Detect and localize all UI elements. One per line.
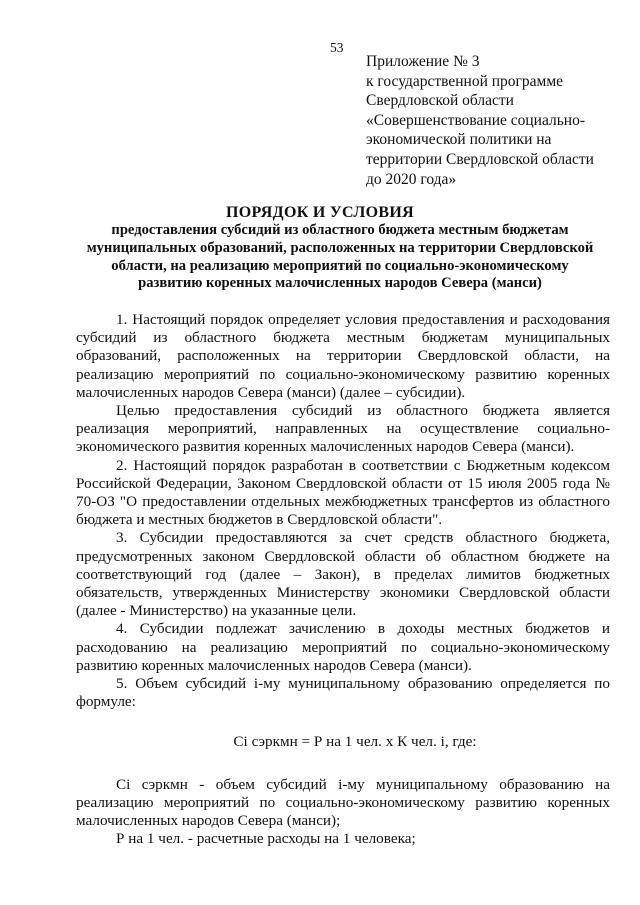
appendix-line: к государственной программе xyxy=(366,72,564,90)
appendix-line: территории Свердловской области xyxy=(366,150,594,168)
page-number: 53 xyxy=(330,40,344,55)
appendix-line: Свердловской области xyxy=(366,92,514,110)
subtitle-line: муниципальных образований, расположенных на территории Свердловской xyxy=(86,239,594,256)
paragraph-4: 4. Субсидии подлежат зачислению в доходы местных бюджетов и расходованию на реализацию мероприятий по социально-экономическому развитию коренных малочисленных народов Севера (манси). xyxy=(76,620,610,674)
paragraph-5: 5. Объем субсидий i-му муниципальному образованию определяется по формуле: xyxy=(76,675,610,711)
appendix-line: «Совершенствование социально- xyxy=(366,111,586,129)
appendix-line: Приложение № 3 xyxy=(366,53,480,70)
subtitle-line: области, на реализацию мероприятий по социально-экономическому xyxy=(111,257,569,274)
appendix-note xyxy=(366,52,616,189)
document-subtitle xyxy=(60,222,620,293)
definition-ci: Ci сэркмн - объем субсидий i-му муниципальному образованию на реализацию мероприятий по социально-экономическому развитию коренных малочисленных народов Севера (манси); xyxy=(76,775,610,830)
subtitle-line: развитию коренных малочисленных народов Севера (манси) xyxy=(138,275,542,292)
paragraph-3: 3. Субсидии предоставляются за счет средств областного бюджета, предусмотренных законом Свердловской области об областном бюджете на соответствующий год (далее – Закон), в пределах лимитов бюджетных обязательств, утвержденных Министерству экономики Свердловской области (далее - Министерство) на указанные цели. xyxy=(76,529,610,620)
paragraph-2: 2. Настоящий порядок разработан в соответствии с Бюджетным кодексом Российской Федерации, Законом Свердловской области от 15 июля 2005 года № 70-ОЗ "О предоставлении отдельных межбюджетных трансфертов из областного бюджета и местных бюджетов в Свердловской области". xyxy=(76,456,610,529)
appendix-line: до 2020 года» xyxy=(366,170,457,188)
definition-rate: Р на 1 чел. - расчетные расходы на 1 человека; xyxy=(116,830,416,848)
document-body xyxy=(76,311,610,848)
subtitle-line: предоставления субсидий из областного бюджета местным бюджетам xyxy=(111,222,569,238)
appendix-line: экономической политики на xyxy=(366,131,552,149)
document-title: ПОРЯДОК И УСЛОВИЯ xyxy=(226,204,414,221)
paragraph-1: 1. Настоящий порядок определяет условия предоставления и расходования субсидий из областного бюджета местным бюджетам муниципальных образований, расположенных на территории Свердловской области, на реализацию мероприятий по социально-экономическому развитию коренных малочисленных народов Севера (манси) (далее – субсидии). xyxy=(76,311,610,401)
formula: Ci сэркмн = Р на 1 чел. х К чел. i, где: xyxy=(233,733,477,751)
paragraph-purpose: Целью предоставления субсидий из областного бюджета является реализация мероприятий, направленных на осуществление социально-экономического развития коренных малочисленных народов Севера (манси). xyxy=(76,402,610,456)
